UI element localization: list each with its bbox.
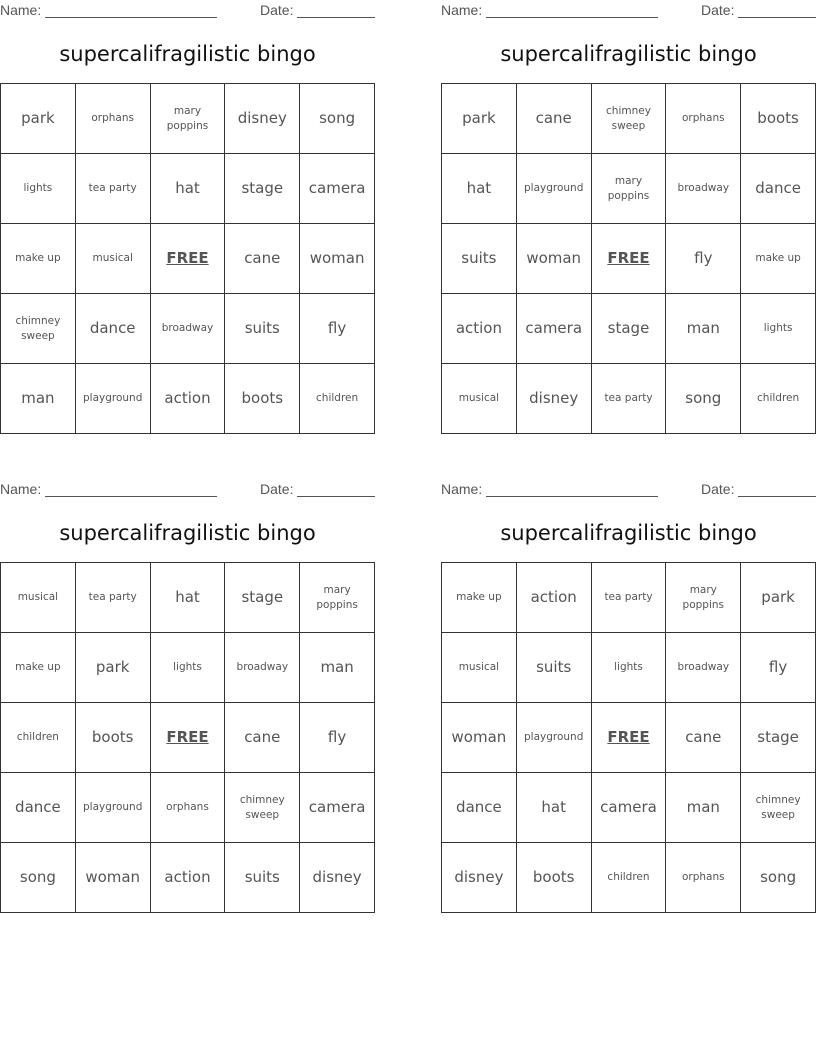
bingo-cell: action xyxy=(442,294,517,364)
date-label: Date: xyxy=(701,481,735,497)
bingo-cell: playground xyxy=(76,773,151,843)
bingo-cell: fly xyxy=(300,294,375,364)
date-field xyxy=(701,481,816,497)
bingo-cell: man xyxy=(300,633,375,703)
name-line xyxy=(486,3,658,18)
bingo-cell: tea party xyxy=(76,563,151,633)
bingo-cell: chimney sweep xyxy=(1,294,76,364)
bingo-cell: mary poppins xyxy=(151,84,226,154)
date-field xyxy=(260,2,375,18)
bingo-cell: park xyxy=(442,84,517,154)
bingo-cell: park xyxy=(76,633,151,703)
bingo-cell: broadway xyxy=(666,633,741,703)
bingo-cell: stage xyxy=(225,563,300,633)
bingo-cell: man xyxy=(666,294,741,364)
bingo-cell: chimney sweep xyxy=(592,84,667,154)
free-space-cell: FREE xyxy=(151,703,226,773)
card-header xyxy=(441,481,816,499)
bingo-grid xyxy=(441,83,816,434)
bingo-cell: fly xyxy=(666,224,741,294)
bingo-cell: mary poppins xyxy=(592,154,667,224)
bingo-cell: suits xyxy=(225,294,300,364)
bingo-cell: musical xyxy=(442,633,517,703)
date-label: Date: xyxy=(260,2,294,18)
bingo-cell: camera xyxy=(300,154,375,224)
bingo-cell: orphans xyxy=(76,84,151,154)
bingo-cell: boots xyxy=(76,703,151,773)
bingo-cell: cane xyxy=(666,703,741,773)
bingo-cell: boots xyxy=(225,364,300,434)
bingo-cell: song xyxy=(300,84,375,154)
date-label: Date: xyxy=(260,481,294,497)
bingo-card xyxy=(441,0,816,435)
bingo-cell: woman xyxy=(76,843,151,913)
bingo-cell: hat xyxy=(517,773,592,843)
bingo-cell: children xyxy=(741,364,816,434)
bingo-cell: chimney sweep xyxy=(225,773,300,843)
date-field xyxy=(701,2,816,18)
bingo-cell: song xyxy=(741,843,816,913)
card-title: supercalifragilistic bingo xyxy=(500,521,757,545)
bingo-cell: hat xyxy=(151,154,226,224)
bingo-cell: dance xyxy=(76,294,151,364)
bingo-cell: orphans xyxy=(151,773,226,843)
bingo-cell: boots xyxy=(741,84,816,154)
bingo-cell: suits xyxy=(225,843,300,913)
bingo-cell: orphans xyxy=(666,843,741,913)
bingo-cell: broadway xyxy=(666,154,741,224)
name-line xyxy=(45,3,217,18)
bingo-grid xyxy=(0,562,375,913)
free-space-cell: FREE xyxy=(592,703,667,773)
bingo-cell: man xyxy=(1,364,76,434)
card-title: supercalifragilistic bingo xyxy=(500,42,757,66)
bingo-card xyxy=(0,479,375,914)
bingo-cell: tea party xyxy=(76,154,151,224)
bingo-cell: stage xyxy=(225,154,300,224)
bingo-cell: children xyxy=(1,703,76,773)
bingo-cell: make up xyxy=(442,563,517,633)
bingo-cell: lights xyxy=(1,154,76,224)
bingo-cell: action xyxy=(517,563,592,633)
name-label: Name: xyxy=(441,2,483,18)
bingo-cell: disney xyxy=(442,843,517,913)
bingo-cell: lights xyxy=(592,633,667,703)
bingo-cell: mary poppins xyxy=(666,563,741,633)
bingo-cell: playground xyxy=(517,154,592,224)
date-line xyxy=(297,482,375,497)
bingo-cell: dance xyxy=(442,773,517,843)
bingo-cell: woman xyxy=(517,224,592,294)
bingo-cell: playground xyxy=(517,703,592,773)
name-field xyxy=(0,481,217,497)
bingo-cell: children xyxy=(300,364,375,434)
bingo-cell: children xyxy=(592,843,667,913)
bingo-cell: woman xyxy=(442,703,517,773)
bingo-cell: cane xyxy=(517,84,592,154)
name-label: Name: xyxy=(0,481,42,497)
bingo-cell: action xyxy=(151,364,226,434)
bingo-cell: cane xyxy=(225,703,300,773)
date-line xyxy=(297,3,375,18)
name-label: Name: xyxy=(0,2,42,18)
bingo-cell: lights xyxy=(151,633,226,703)
bingo-cell: stage xyxy=(592,294,667,364)
bingo-cell: musical xyxy=(442,364,517,434)
bingo-cell: make up xyxy=(1,633,76,703)
bingo-card xyxy=(441,479,816,914)
bingo-cell: make up xyxy=(741,224,816,294)
bingo-cell: woman xyxy=(300,224,375,294)
bingo-cell: chimney sweep xyxy=(741,773,816,843)
bingo-cell: suits xyxy=(517,633,592,703)
card-title: supercalifragilistic bingo xyxy=(59,42,316,66)
bingo-cell: tea party xyxy=(592,563,667,633)
bingo-cell: musical xyxy=(76,224,151,294)
bingo-cell: disney xyxy=(517,364,592,434)
bingo-cell: camera xyxy=(592,773,667,843)
bingo-cell: camera xyxy=(517,294,592,364)
bingo-cell: musical xyxy=(1,563,76,633)
bingo-cell: suits xyxy=(442,224,517,294)
name-field xyxy=(441,2,658,18)
date-field xyxy=(260,481,375,497)
name-field xyxy=(0,2,217,18)
bingo-cell: song xyxy=(1,843,76,913)
name-line xyxy=(486,482,658,497)
bingo-cell: broadway xyxy=(151,294,226,364)
bingo-cell: broadway xyxy=(225,633,300,703)
bingo-cell: camera xyxy=(300,773,375,843)
bingo-cell: stage xyxy=(741,703,816,773)
bingo-cell: dance xyxy=(1,773,76,843)
bingo-cell: disney xyxy=(225,84,300,154)
bingo-cell: make up xyxy=(1,224,76,294)
bingo-cell: park xyxy=(741,563,816,633)
bingo-card xyxy=(0,0,375,435)
bingo-cell: playground xyxy=(76,364,151,434)
bingo-cell: orphans xyxy=(666,84,741,154)
bingo-grid xyxy=(0,83,375,434)
card-header xyxy=(0,481,375,499)
card-header xyxy=(0,2,375,20)
bingo-cell: boots xyxy=(517,843,592,913)
name-field xyxy=(441,481,658,497)
name-line xyxy=(45,482,217,497)
bingo-cell: fly xyxy=(300,703,375,773)
free-space-cell: FREE xyxy=(151,224,226,294)
bingo-cell: fly xyxy=(741,633,816,703)
bingo-cell: man xyxy=(666,773,741,843)
bingo-cell: disney xyxy=(300,843,375,913)
card-title: supercalifragilistic bingo xyxy=(59,521,316,545)
date-line xyxy=(738,3,816,18)
card-header xyxy=(441,2,816,20)
bingo-grid xyxy=(441,562,816,913)
free-space-cell: FREE xyxy=(592,224,667,294)
bingo-cell: lights xyxy=(741,294,816,364)
bingo-cell: tea party xyxy=(592,364,667,434)
bingo-cell: cane xyxy=(225,224,300,294)
date-line xyxy=(738,482,816,497)
bingo-cell: song xyxy=(666,364,741,434)
date-label: Date: xyxy=(701,2,735,18)
bingo-cell: park xyxy=(1,84,76,154)
bingo-cell: hat xyxy=(442,154,517,224)
bingo-cell: mary poppins xyxy=(300,563,375,633)
name-label: Name: xyxy=(441,481,483,497)
bingo-cell: hat xyxy=(151,563,226,633)
bingo-cell: action xyxy=(151,843,226,913)
bingo-cell: dance xyxy=(741,154,816,224)
